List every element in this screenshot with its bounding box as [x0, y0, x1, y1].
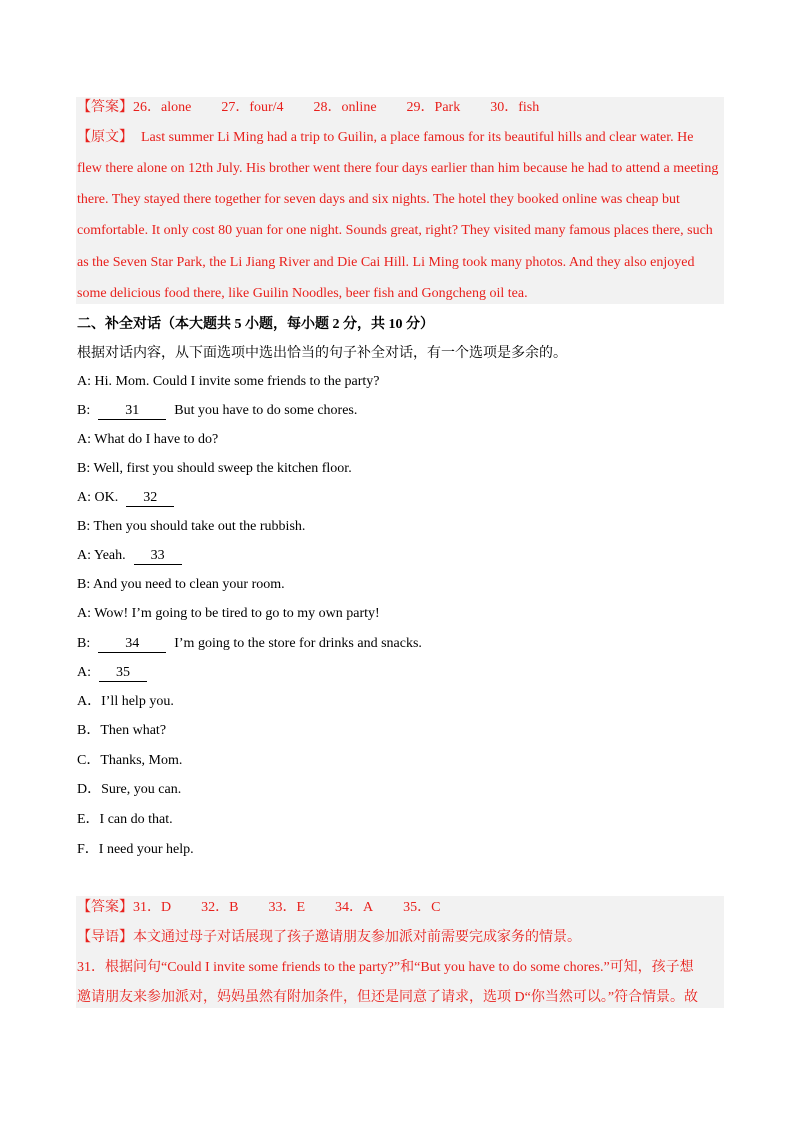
explanation-line: 31．根据问句“Could I invite some friends to the party?”和“But you have to do some chores.”可知，孩子想: [77, 960, 694, 975]
dialogue-text: I’m going to the store for drinks and snacks.: [174, 636, 422, 651]
section-instruction: 根据对话内容，从下面选项中选出恰当的句子补全对话，有一个选项是多余的。: [77, 346, 567, 361]
transcript-line: some delicious food there, like Guilin Noodles, beer fish and Gongcheng oil tea.: [77, 286, 528, 301]
transcript-label: 【原文】: [77, 130, 133, 145]
answer-label: 【答案】: [77, 100, 133, 115]
answer-item: 29．Park: [406, 100, 461, 115]
dialogue-line: [77, 663, 147, 683]
transcript-line: [77, 128, 693, 148]
dialogue-line: A: What do I have to do?: [77, 432, 219, 447]
dialogue-text: A: OK.: [77, 490, 119, 505]
option-e: E．I can do that.: [77, 812, 173, 827]
answer-item: 27．four/4: [221, 100, 284, 115]
speaker-label: B:: [77, 403, 91, 418]
section-heading: 二、补全对话（本大题共 5 小题，每小题 2 分，共 10 分）: [77, 317, 434, 332]
answer-item: 34．A: [335, 900, 374, 915]
answer-item: 31．D: [133, 900, 172, 915]
blank-33: 33: [134, 548, 182, 565]
answer-item: 30．fish: [490, 100, 540, 115]
answer-line-31-35: [77, 898, 441, 918]
dialogue-text: But you have to do some chores.: [174, 403, 358, 418]
option-c: C．Thanks, Mom.: [77, 753, 183, 768]
dialogue-text: A: Yeah.: [77, 548, 126, 563]
answer-line-26-30: [77, 98, 539, 118]
guide-text: 本文通过母子对话展现了孩子邀请朋友参加派对前需要完成家务的情景。: [133, 930, 581, 945]
dialogue-line: B: Well, first you should sweep the kitchen floor.: [77, 461, 352, 476]
dialogue-line: [77, 401, 357, 421]
answer-item: 26．alone: [133, 100, 192, 115]
blank-34: 34: [98, 636, 166, 653]
transcript-text: Last summer Li Ming had a trip to Guilin, a place famous for its beautiful hills and clear water. He: [141, 130, 694, 145]
option-f: F．I need your help.: [77, 842, 194, 857]
transcript-line: flew there alone on 12th July. His brother went there four days earlier than him because he had to attend a meeting: [77, 161, 719, 176]
option-a: A．I’ll help you.: [77, 694, 174, 709]
dialogue-line: [77, 488, 174, 508]
answer-item: 32．B: [201, 900, 239, 915]
guide-line: [77, 928, 581, 948]
explanation-line: 邀请朋友来参加派对，妈妈虽然有附加条件，但还是同意了请求，选项 D“你当然可以。”符合情景。故: [77, 990, 699, 1005]
answer-label: 【答案】: [77, 900, 133, 915]
guide-label: 【导语】: [77, 930, 133, 945]
answer-item: 33．E: [268, 900, 306, 915]
answer-item: 28．online: [313, 100, 377, 115]
transcript-line: comfortable. It only cost 80 yuan for one night. Sounds great, right? They visited many famous places there, such: [77, 223, 713, 238]
blank-35: 35: [99, 665, 147, 682]
dialogue-line: B: Then you should take out the rubbish.: [77, 519, 306, 534]
option-d: D．Sure, you can.: [77, 782, 182, 797]
dialogue-line: [77, 634, 422, 654]
blank-31: 31: [98, 403, 166, 420]
answer-item: 35．C: [403, 900, 441, 915]
transcript-line: as the Seven Star Park, the Li Jiang River and Die Cai Hill. Li Ming took many photos. And they also enjoyed: [77, 255, 695, 270]
speaker-label: B:: [77, 636, 91, 651]
transcript-line: there. They stayed there together for seven days and six nights. The hotel they booked online was cheap but: [77, 192, 680, 207]
option-b: B．Then what?: [77, 723, 167, 738]
dialogue-line: A: Hi. Mom. Could I invite some friends to the party?: [77, 374, 380, 389]
blank-32: 32: [126, 490, 174, 507]
speaker-label: A:: [77, 665, 91, 680]
dialogue-line: [77, 546, 182, 566]
dialogue-line: B: And you need to clean your room.: [77, 577, 285, 592]
dialogue-line: A: Wow! I’m going to be tired to go to my own party!: [77, 606, 380, 621]
